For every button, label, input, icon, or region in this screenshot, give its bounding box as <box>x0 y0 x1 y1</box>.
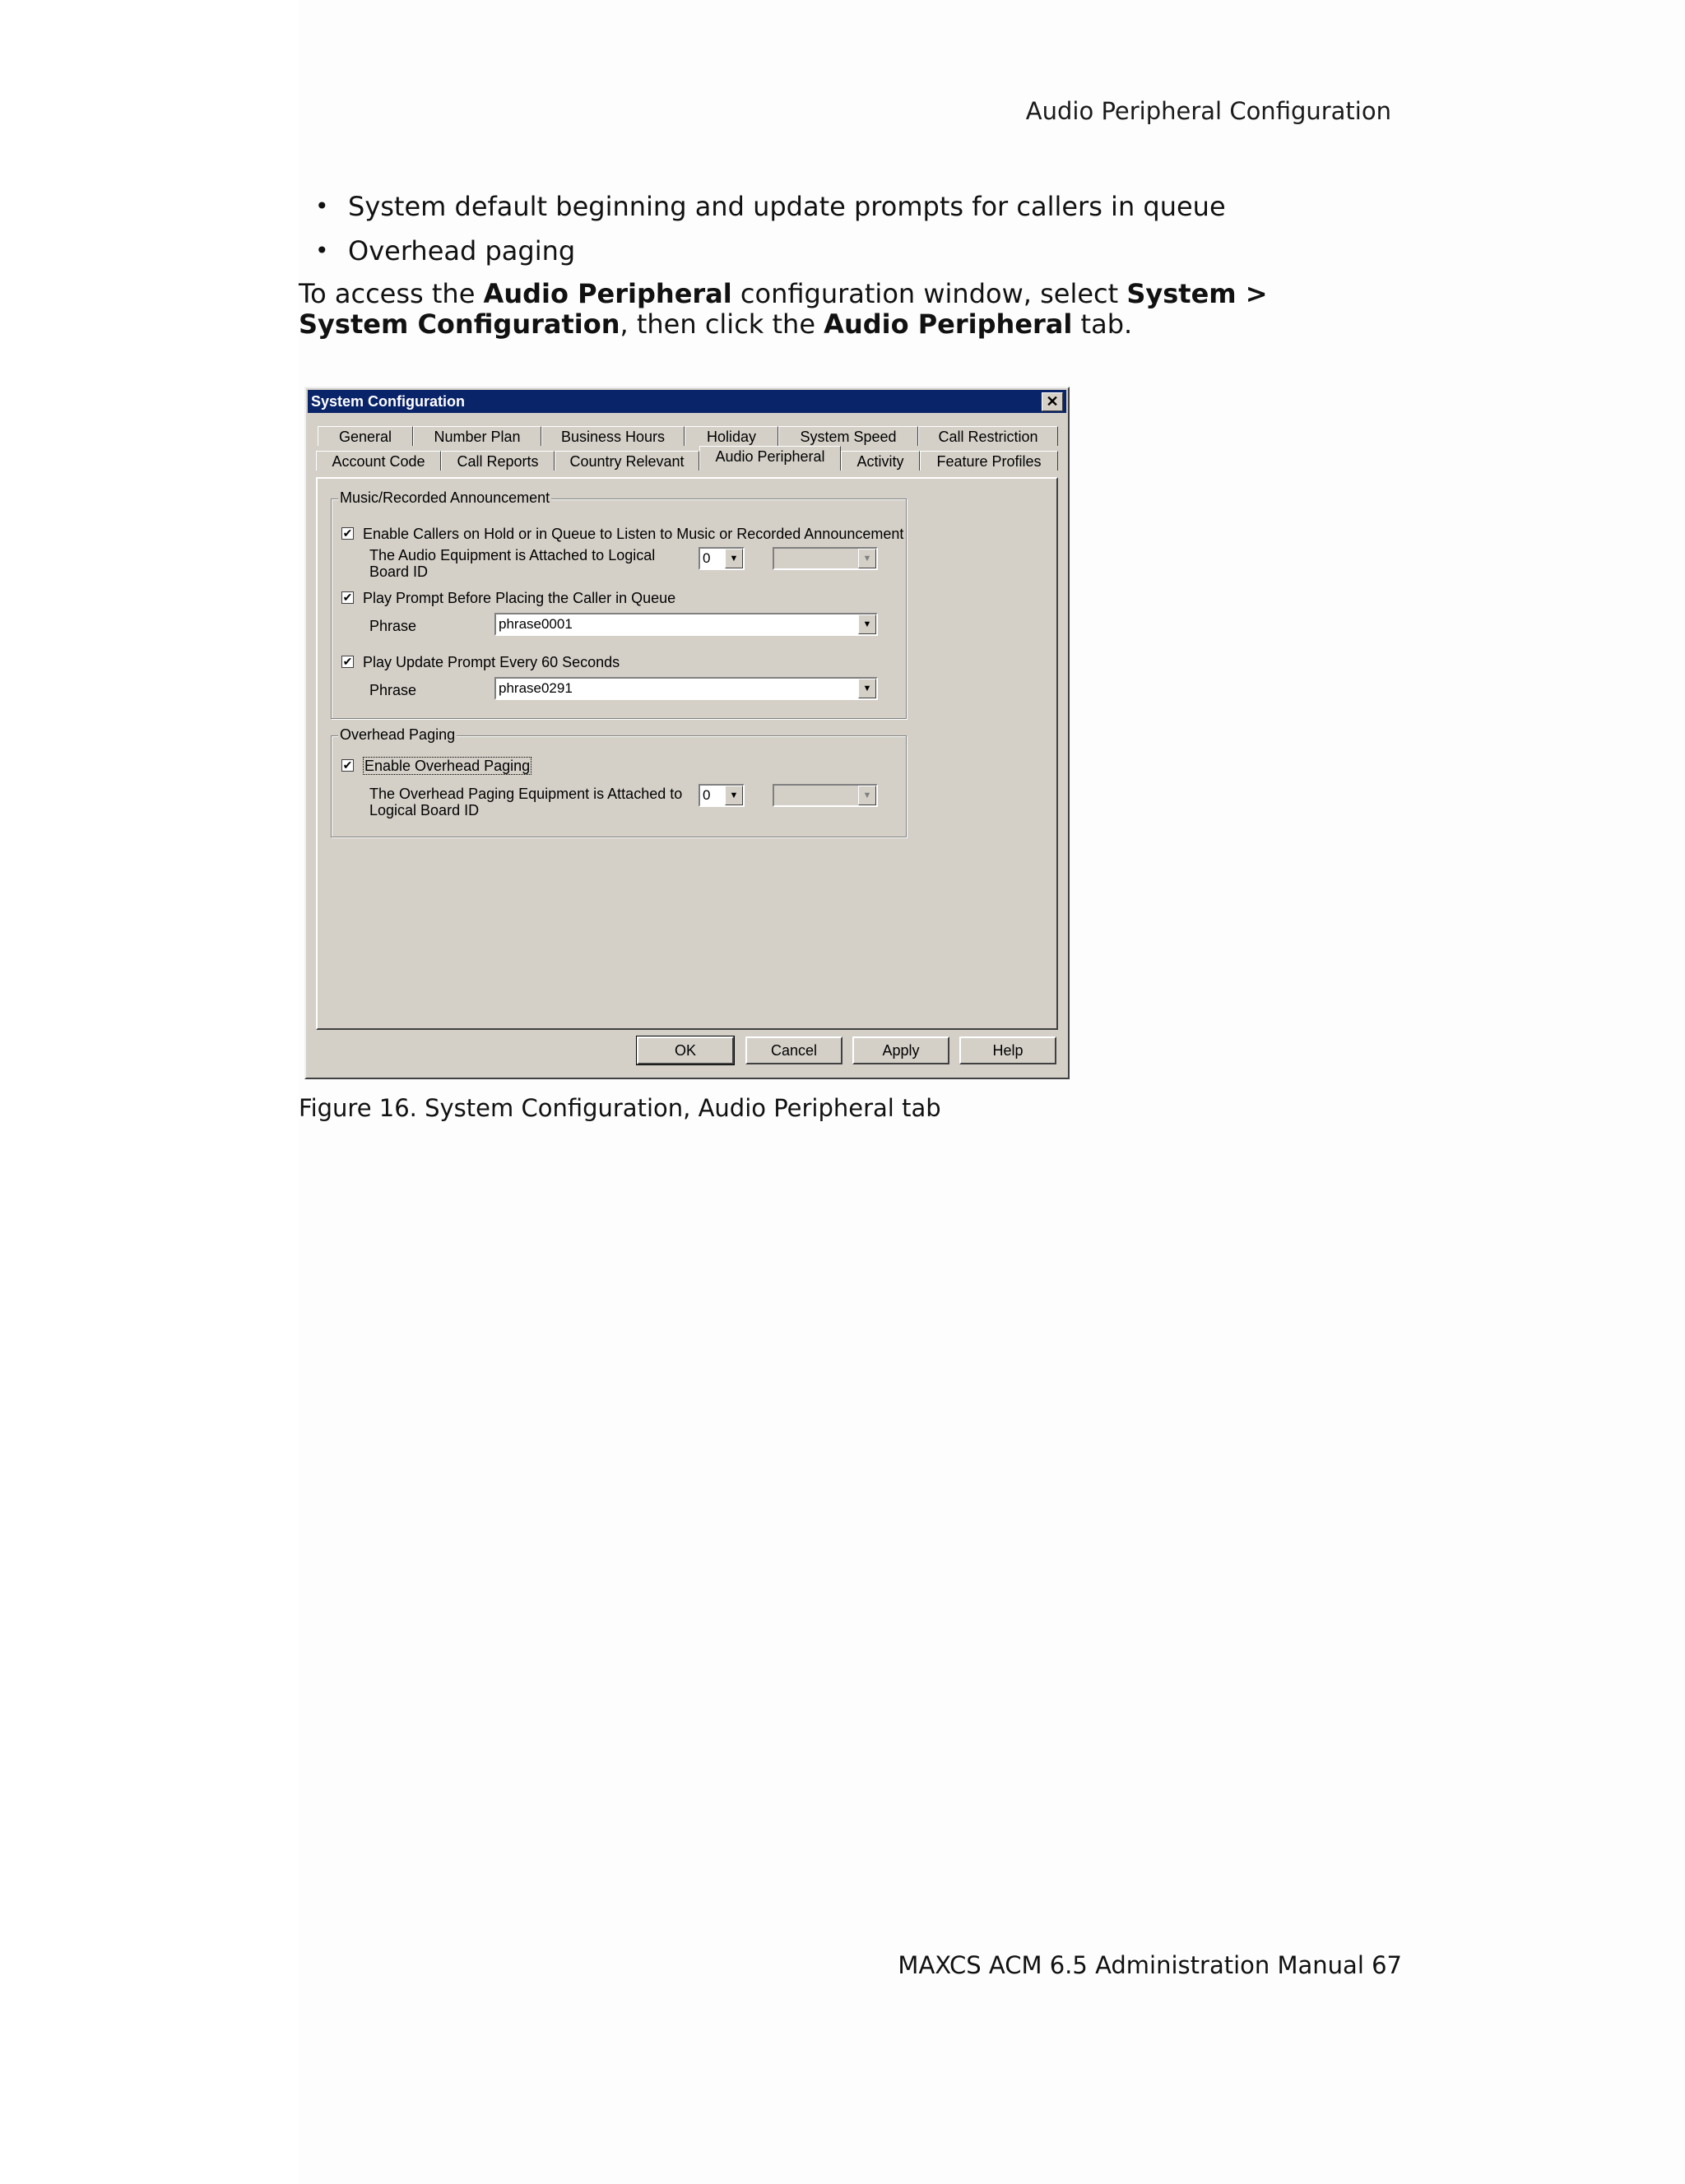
update-phrase-select[interactable] <box>494 677 878 700</box>
tab-call-restriction[interactable]: Call Restriction <box>918 426 1058 446</box>
cancel-button[interactable]: Cancel <box>745 1036 842 1064</box>
tab-call-reports[interactable]: Call Reports <box>441 451 555 471</box>
dialog-title: System Configuration <box>311 393 466 410</box>
update-prompt-checkbox[interactable]: ✔ <box>342 655 353 668</box>
select-value: 0 <box>703 550 711 566</box>
chevron-down-icon: ▼ <box>858 549 876 568</box>
play-prompt-checkbox[interactable]: ✔ <box>342 591 353 604</box>
prompt-phrase-select[interactable] <box>494 613 878 636</box>
ok-button[interactable]: OK <box>637 1036 734 1064</box>
dialog-titlebar <box>308 390 1066 413</box>
tab-business-hours[interactable]: Business Hours <box>541 426 685 446</box>
tab-number-plan[interactable]: Number Plan <box>413 426 541 446</box>
select-value: 0 <box>703 787 711 803</box>
phrase-label: Phrase <box>369 618 417 634</box>
intro-bold: System > System Configuration <box>299 278 1268 340</box>
select-value: phrase0001 <box>499 616 573 632</box>
chevron-down-icon[interactable]: ▼ <box>858 679 876 698</box>
audio-board-label: The Audio Equipment is Attached to Logical <box>369 547 656 563</box>
figure-caption: Figure 16. System Configuration, Audio Peripheral tab <box>299 1094 941 1122</box>
bullet-item: • System default beginning and update prompts for callers in queue <box>315 191 1226 222</box>
overhead-paging-group <box>331 726 907 837</box>
tab-system-speed[interactable]: System Speed <box>778 426 918 446</box>
tab-audio-peripheral[interactable]: Audio Peripheral <box>699 446 841 471</box>
paging-board-label: Logical Board ID <box>369 802 480 818</box>
enable-paging-label <box>363 758 531 774</box>
close-icon[interactable]: ✕ <box>1042 392 1063 411</box>
system-configuration-dialog <box>304 387 1070 1079</box>
intro-text: , then click the <box>620 308 824 340</box>
paging-board-label: The Overhead Paging Equipment is Attached to <box>369 786 683 802</box>
tab-activity[interactable]: Activity <box>841 451 920 471</box>
enable-paging-checkbox[interactable]: ✔ <box>342 758 353 772</box>
chevron-down-icon: ▼ <box>858 786 876 805</box>
phrase-label: Phrase <box>369 682 417 698</box>
select-value: phrase0291 <box>499 680 573 696</box>
running-header: Audio Peripheral Configuration <box>1025 97 1391 125</box>
chevron-down-icon[interactable]: ▼ <box>725 786 743 805</box>
audio-board-id-select[interactable] <box>699 547 745 570</box>
intro-text: tab. <box>1072 308 1133 340</box>
tab-general[interactable]: General <box>318 426 413 446</box>
audio-board-label: Board ID <box>369 563 429 580</box>
music-announcement-group <box>331 489 907 719</box>
chevron-down-icon[interactable]: ▼ <box>725 549 743 568</box>
intro-paragraph <box>299 279 1385 340</box>
enable-music-label: Enable Callers on Hold or in Queue to Listen to Music or Recorded Announcement <box>363 526 904 542</box>
play-prompt-label: Play Prompt Before Placing the Caller in Queue <box>363 590 676 606</box>
help-button[interactable]: Help <box>959 1036 1056 1064</box>
intro-bold: Audio Peripheral <box>824 308 1073 340</box>
bullet-item: • Overhead paging <box>315 235 1226 267</box>
enable-music-checkbox[interactable]: ✔ <box>342 526 353 540</box>
apply-button[interactable]: Apply <box>852 1036 949 1064</box>
page-footer: MAXCS ACM 6.5 Administration Manual 67 <box>898 1951 1402 1979</box>
paging-board-secondary-select <box>773 784 878 807</box>
intro-text: To access the <box>299 278 484 309</box>
group-title: Music/Recorded Announcement <box>340 489 550 506</box>
intro-bold: Audio Peripheral <box>483 278 732 309</box>
audio-board-secondary-select <box>773 547 878 570</box>
tab-account-code[interactable]: Account Code <box>316 451 441 471</box>
tab-panel <box>316 477 1058 1030</box>
enable-paging-label-text: Enable Overhead Paging <box>364 758 531 774</box>
bullet-list <box>315 191 1226 280</box>
paging-board-id-select[interactable] <box>699 784 745 807</box>
update-prompt-label: Play Update Prompt Every 60 Seconds <box>363 654 620 670</box>
chevron-down-icon[interactable]: ▼ <box>858 614 876 634</box>
tab-country-relevant[interactable]: Country Relevant <box>555 451 699 471</box>
group-title: Overhead Paging <box>340 726 456 743</box>
intro-text: configuration window, select <box>731 278 1127 309</box>
tab-holiday[interactable]: Holiday <box>685 426 778 446</box>
tab-feature-profiles[interactable]: Feature Profiles <box>920 451 1058 471</box>
